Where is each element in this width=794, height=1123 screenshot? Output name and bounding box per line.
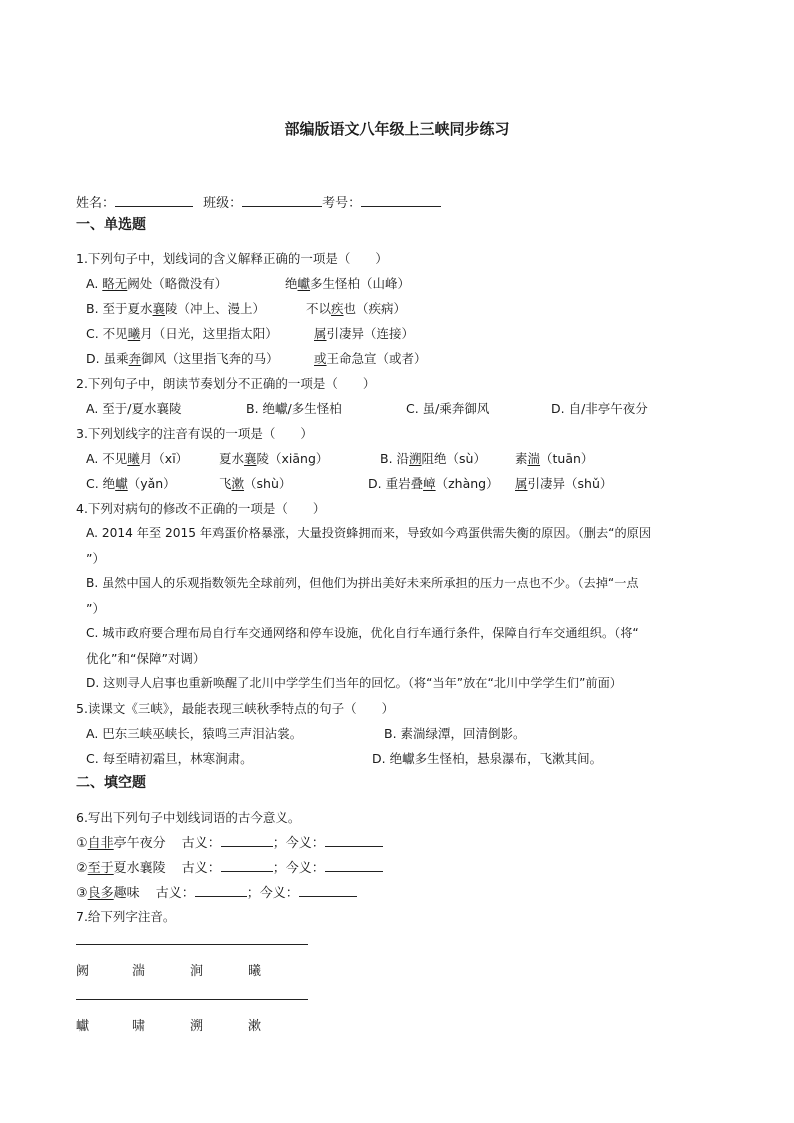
q6-item-3 (76, 882, 357, 901)
q6-item-1-new-blank[interactable] (325, 834, 383, 847)
q6-item-2-new-blank[interactable] (325, 859, 383, 872)
q1-a-prefix: A. (86, 276, 103, 291)
q3-a2-prefix: 夏水 (219, 451, 245, 466)
q1-option-c-second (314, 324, 414, 342)
q3-b2-underlined-char: 湍 (527, 451, 541, 466)
student-info (76, 192, 441, 211)
q6-item-3-old-label: 古义： (155, 886, 195, 901)
q3-c2-pinyin: （shù） (244, 476, 292, 491)
q3-d2-underlined-char: 属 (515, 476, 528, 491)
q3-d-prefix: D. 重岩叠 (368, 476, 424, 491)
name-label: 姓名： (76, 196, 116, 211)
q1-option-c[interactable] (86, 324, 278, 342)
q3-option-c[interactable] (86, 474, 176, 492)
q3-b2-prefix: 素 (515, 451, 528, 466)
q3-option-d[interactable] (368, 474, 499, 492)
q6-item-3-old-blank[interactable] (195, 884, 247, 897)
q1-d2-underlined-word: 或 (314, 351, 327, 366)
q1-b-text: 陵（冲上、漫上） (165, 301, 266, 316)
q6-item-1-new-label: ；今义： (272, 836, 325, 851)
question-4-stem: 4.下列对病句的修改不正确的一项是（ ） (76, 501, 326, 516)
q4-option-b-line1[interactable]: B. 虽然中国人的乐观指数领先全球前列，但他们为拼出美好未来所承担的压力一点也不少。（去掉“一点 (86, 576, 639, 590)
q3-option-b-second (515, 449, 593, 467)
q1-c-prefix: C. 不见 (86, 326, 128, 341)
question-6-stem: 6.写出下列句子中划线词语的古今意义。 (76, 810, 301, 825)
q3-a2-pinyin: 陵（xiāng） (256, 451, 329, 466)
number-blank[interactable] (361, 192, 441, 207)
q6-item-2 (76, 857, 383, 876)
q4-option-b-line2: ”） (86, 601, 105, 616)
q1-d-underlined-word: 奔 (128, 351, 142, 366)
q6-item-3-text: 趣味 (113, 886, 140, 901)
q6-item-2-old-blank[interactable] (221, 859, 273, 872)
q6-item-1 (76, 832, 383, 851)
q6-item-3-underlined: 良多 (87, 886, 114, 901)
q6-item-2-number: ② (76, 861, 88, 876)
q1-c-underlined-word: 曦 (127, 326, 141, 341)
q6-item-1-old-label: 古义： (181, 836, 221, 851)
q6-item-1-number: ① (76, 836, 88, 851)
q3-c-prefix: C. 绝 (86, 476, 116, 491)
q4-option-c-line1[interactable]: C. 城市政府要合理布局自行车交通网络和停车设施，优化自行车通行条件，保障自行车交通组织。（将“ (86, 626, 639, 640)
q1-a-underlined-word: 略无 (102, 276, 128, 291)
question-7-stem: 7.给下列字注音。 (76, 909, 176, 924)
q3-option-a-second (219, 449, 328, 467)
q5-option-b[interactable]: B. 素湍绿潭，回清倒影。 (384, 726, 526, 741)
q1-b2-text: 也（疾病） (343, 301, 407, 316)
q1-b-underlined-word: 襄 (152, 301, 166, 316)
q3-d-underlined-char: 嶂 (423, 476, 436, 491)
q5-option-a[interactable]: A. 巴东三峡巫峡长，猿鸣三声泪沾裳。 (86, 726, 303, 741)
q3-option-d-second (515, 474, 612, 492)
q6-item-3-new-label: ；今义： (246, 886, 299, 901)
q3-option-b[interactable] (380, 449, 486, 467)
q2-option-c[interactable]: C. 虽/乘奔御风 (406, 401, 490, 416)
q1-d-text: 御风（这里指飞奔的马） (141, 351, 279, 366)
q7-char: 巘 (76, 1019, 90, 1034)
q2-option-a[interactable]: A. 至于/夏水襄陵 (86, 401, 182, 416)
q6-item-2-new-label: ；今义： (272, 861, 325, 876)
q1-a-text: 阙处（略微没有） (127, 276, 228, 291)
q4-option-a-line1[interactable]: A. 2014 年至 2015 年鸡蛋价格暴涨，大量投资蜂拥而来，导致如今鸡蛋供需失衡的原因。（删去“的原因 (86, 526, 652, 540)
q3-b-underlined-char: 溯 (409, 451, 422, 466)
q4-option-c-line2: 优化”和“保障”对调） (86, 651, 206, 666)
q7-answer-lines-row-2[interactable] (76, 999, 308, 1000)
q4-option-d[interactable]: D. 这则寻人启事也重新唤醒了北川中学学生们当年的回忆。（将“当年”放在“北川中学学生们”前面） (86, 676, 622, 690)
q2-option-b[interactable]: B. 绝巘/多生怪柏 (246, 401, 342, 416)
q1-option-b-second (306, 299, 406, 317)
q3-c-underlined-char: 巘 (115, 476, 128, 491)
q1-d-prefix: D. 虽乘 (86, 351, 129, 366)
q3-b-prefix: B. 沿 (380, 451, 410, 466)
q3-a2-underlined-char: 襄 (244, 451, 257, 466)
question-2-stem: 2.下列句子中，朗读节奏划分不正确的一项是（ ） (76, 376, 376, 391)
q7-char: 曦 (248, 964, 262, 979)
q6-item-3-new-blank[interactable] (299, 884, 357, 897)
q1-option-a[interactable] (86, 274, 227, 292)
question-3-stem: 3.下列划线字的注音有误的一项是（ ） (76, 426, 313, 441)
q1-option-a-second (285, 274, 410, 292)
q3-d-pinyin: （zhàng） (435, 476, 499, 491)
q1-a2-underlined-word: 巘 (297, 276, 311, 291)
q1-a2-prefix: 绝 (285, 276, 298, 291)
q3-c2-underlined-char: 漱 (231, 476, 245, 491)
q3-a-pinyin: 月（xī） (139, 451, 189, 466)
q7-char: 湍 (132, 964, 146, 979)
section-heading-single-choice: 一、单选题 (76, 217, 146, 233)
q3-a-underlined-char: 曦 (127, 451, 140, 466)
q1-a2-text: 多生怪柏（山峰） (310, 276, 411, 291)
q1-b2-prefix: 不以 (306, 301, 332, 316)
q7-answer-lines-row-1[interactable] (76, 944, 308, 945)
q6-item-2-old-label: 古义： (181, 861, 221, 876)
class-blank[interactable] (242, 192, 322, 207)
name-blank[interactable] (115, 192, 193, 207)
q1-c2-underlined-word: 属 (314, 326, 327, 341)
question-5-stem: 5.读课文《三峡》，最能表现三峡秋季特点的句子（ ） (76, 701, 395, 716)
q1-b-prefix: B. 至于夏水 (86, 301, 153, 316)
q1-option-d-second (314, 349, 427, 367)
page-title: 部编版语文八年级上三峡同步练习 (284, 120, 510, 138)
q6-item-3-number: ③ (76, 886, 88, 901)
q3-option-a[interactable] (86, 449, 188, 467)
q2-option-d[interactable]: D. 自/非亭午夜分 (551, 401, 648, 416)
q3-b2-pinyin: （tuān） (540, 451, 594, 466)
section-heading-fill-in: 二、填空题 (76, 775, 146, 791)
q6-item-1-old-blank[interactable] (221, 834, 273, 847)
q6-item-1-underlined: 自非 (87, 836, 114, 851)
q1-option-d[interactable] (86, 349, 279, 367)
q7-char: 溯 (190, 1019, 204, 1034)
q3-b-pinyin: 阻绝（sù） (421, 451, 486, 466)
q3-d2-pinyin: 引凄异（shǔ） (527, 476, 613, 491)
q7-char: 漱 (248, 1019, 262, 1034)
q7-char: 啸 (132, 1019, 146, 1034)
q5-option-c[interactable]: C. 每至晴初霜旦，林寒涧肃。 (86, 751, 253, 766)
q6-item-2-text: 夏水襄陵 (113, 861, 166, 876)
q3-c2-prefix: 飞 (219, 476, 232, 491)
q7-char: 涧 (190, 964, 204, 979)
class-label: 班级： (203, 196, 243, 211)
q1-d2-text: 王命急宣（或者） (326, 351, 427, 366)
q3-c-pinyin: （yǎn） (127, 476, 176, 491)
q6-item-2-underlined: 至于 (87, 861, 114, 876)
q1-option-b[interactable] (86, 299, 265, 317)
q5-option-d[interactable]: D. 绝巘多生怪柏，悬泉瀑布，飞漱其间。 (372, 751, 603, 766)
number-label: 考号： (322, 196, 362, 211)
q6-item-1-text: 亭午夜分 (113, 836, 166, 851)
q3-option-c-second (219, 474, 291, 492)
q4-option-a-line2: ”） (86, 551, 105, 566)
q1-b2-underlined-word: 疾 (331, 301, 344, 316)
q1-c-text: 月（日光，这里指太阳） (140, 326, 278, 341)
q1-c2-text: 引凄异（连接） (326, 326, 415, 341)
q3-a-prefix: A. 不见 (86, 451, 128, 466)
q7-char: 阙 (76, 964, 90, 979)
question-1-stem: 1.下列句子中，划线词的含义解释正确的一项是（ ） (76, 251, 388, 266)
